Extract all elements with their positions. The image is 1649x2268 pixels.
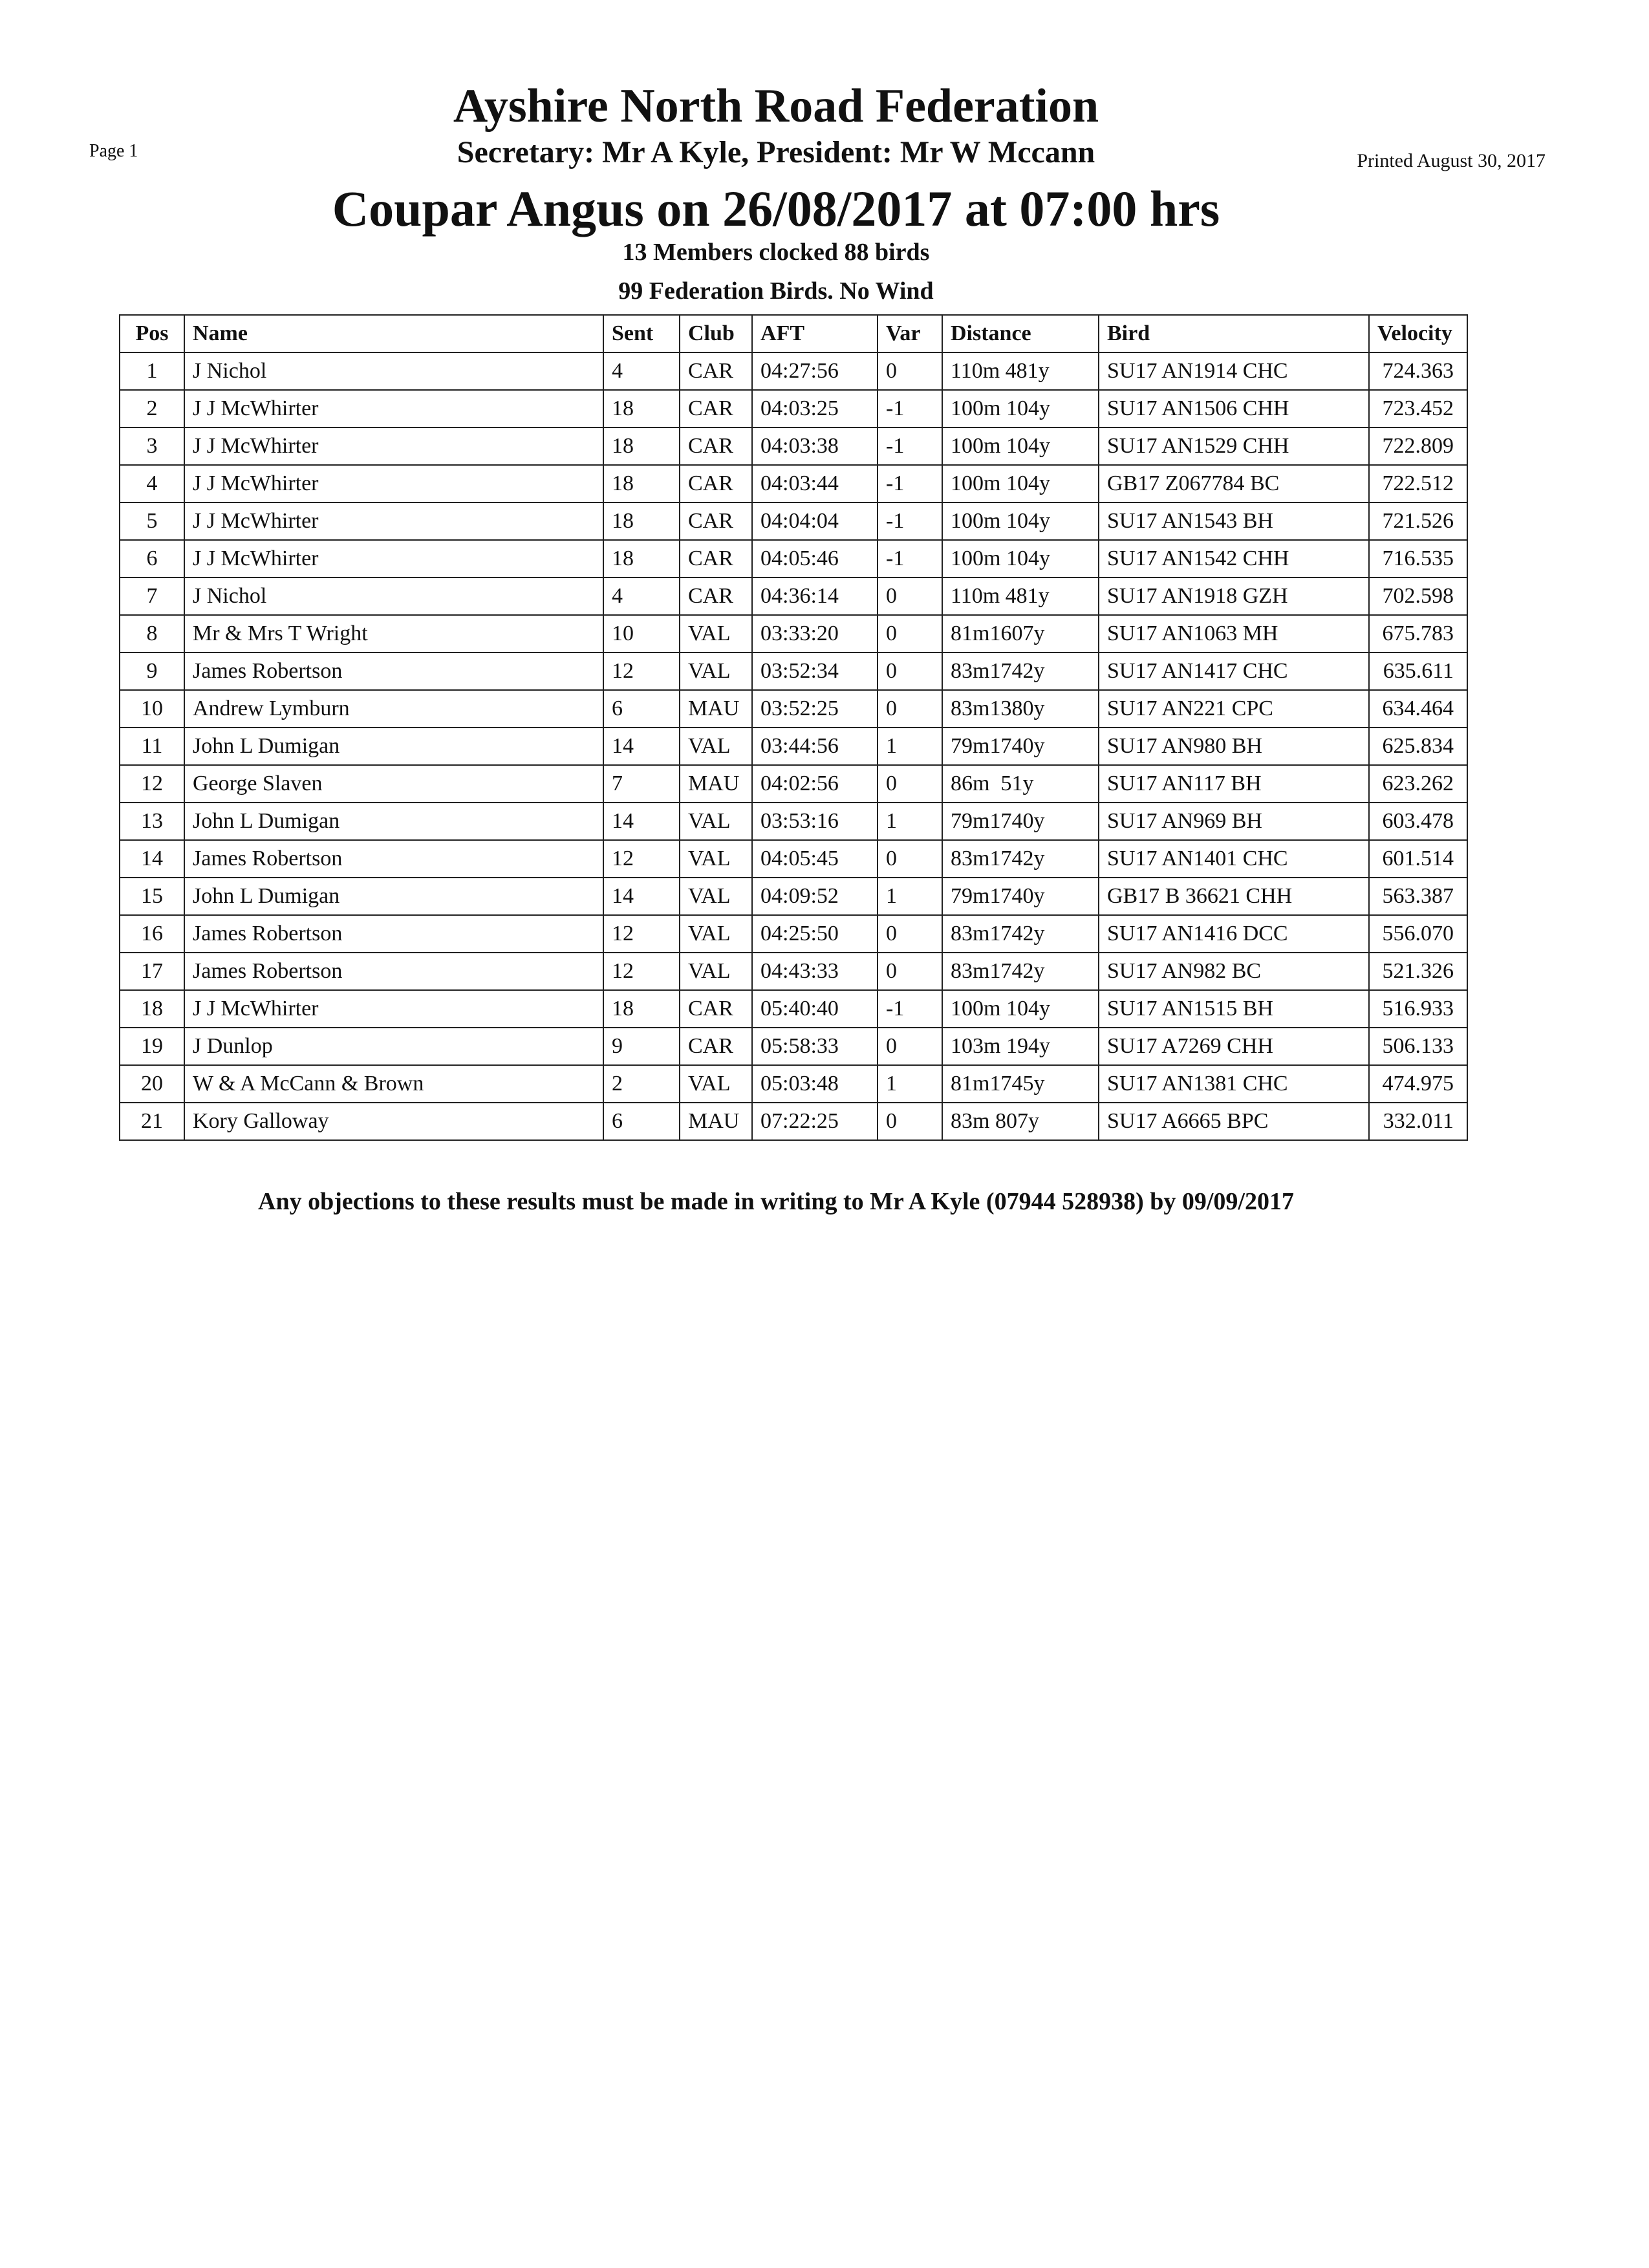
federation-birds: 99 Federation Birds. No Wind	[618, 277, 934, 305]
cell-velocity: 722.512	[1369, 465, 1467, 502]
results-body	[120, 352, 1467, 1140]
cell-sent: 12	[603, 653, 680, 690]
cell-name: John L Dumigan	[184, 728, 603, 765]
cell-aft: 04:09:52	[752, 878, 878, 915]
cell-aft: 03:44:56	[752, 728, 878, 765]
cell-var: 1	[878, 878, 942, 915]
cell-club: VAL	[680, 653, 752, 690]
col-header-velocity: Velocity	[1369, 315, 1467, 352]
cell-bird: SU17 AN980 BH	[1099, 728, 1369, 765]
table-row	[120, 690, 1467, 728]
cell-club: CAR	[680, 540, 752, 578]
cell-aft: 05:40:40	[752, 990, 878, 1028]
cell-bird: SU17 A6665 BPC	[1099, 1103, 1369, 1140]
cell-sent: 12	[603, 953, 680, 990]
cell-name: Andrew Lymburn	[184, 690, 603, 728]
cell-pos: 9	[120, 653, 184, 690]
cell-pos: 4	[120, 465, 184, 502]
cell-club: VAL	[680, 803, 752, 840]
table-row	[120, 1065, 1467, 1103]
cell-var: -1	[878, 540, 942, 578]
cell-aft: 04:03:44	[752, 465, 878, 502]
cell-name: James Robertson	[184, 915, 603, 953]
cell-club: CAR	[680, 578, 752, 615]
cell-distance: 83m 807y	[942, 1103, 1099, 1140]
cell-velocity: 675.783	[1369, 615, 1467, 653]
cell-distance: 83m1380y	[942, 690, 1099, 728]
cell-aft: 03:52:25	[752, 690, 878, 728]
col-header-sent: Sent	[603, 315, 680, 352]
cell-velocity: 716.535	[1369, 540, 1467, 578]
cell-club: VAL	[680, 878, 752, 915]
cell-bird: SU17 AN1063 MH	[1099, 615, 1369, 653]
cell-distance: 100m 104y	[942, 427, 1099, 465]
cell-club: CAR	[680, 502, 752, 540]
cell-distance: 100m 104y	[942, 540, 1099, 578]
cell-sent: 12	[603, 840, 680, 878]
col-header-var: Var	[878, 315, 942, 352]
cell-aft: 04:04:04	[752, 502, 878, 540]
cell-distance: 83m1742y	[942, 840, 1099, 878]
table-row	[120, 765, 1467, 803]
cell-club: VAL	[680, 615, 752, 653]
cell-bird: SU17 AN221 CPC	[1099, 690, 1369, 728]
cell-bird: SU17 AN969 BH	[1099, 803, 1369, 840]
cell-velocity: 721.526	[1369, 502, 1467, 540]
cell-pos: 3	[120, 427, 184, 465]
cell-sent: 6	[603, 1103, 680, 1140]
cell-name: W & A McCann & Brown	[184, 1065, 603, 1103]
cell-pos: 12	[120, 765, 184, 803]
cell-club: MAU	[680, 1103, 752, 1140]
cell-velocity: 722.809	[1369, 427, 1467, 465]
cell-distance: 110m 481y	[942, 578, 1099, 615]
cell-pos: 19	[120, 1028, 184, 1065]
cell-name: John L Dumigan	[184, 878, 603, 915]
cell-var: -1	[878, 465, 942, 502]
cell-name: J Nichol	[184, 578, 603, 615]
cell-var: -1	[878, 390, 942, 427]
table-row	[120, 540, 1467, 578]
cell-sent: 4	[603, 352, 680, 390]
cell-bird: SU17 AN982 BC	[1099, 953, 1369, 990]
cell-aft: 03:33:20	[752, 615, 878, 653]
cell-distance: 79m1740y	[942, 803, 1099, 840]
cell-sent: 14	[603, 803, 680, 840]
col-header-club: Club	[680, 315, 752, 352]
cell-aft: 03:52:34	[752, 653, 878, 690]
cell-sent: 18	[603, 427, 680, 465]
cell-pos: 14	[120, 840, 184, 878]
cell-pos: 17	[120, 953, 184, 990]
cell-var: 1	[878, 1065, 942, 1103]
cell-velocity: 332.011	[1369, 1103, 1467, 1140]
cell-club: CAR	[680, 1028, 752, 1065]
cell-name: J Nichol	[184, 352, 603, 390]
results-table	[119, 314, 1468, 1141]
cell-sent: 12	[603, 915, 680, 953]
cell-pos: 20	[120, 1065, 184, 1103]
cell-var: 0	[878, 1103, 942, 1140]
cell-aft: 04:27:56	[752, 352, 878, 390]
cell-aft: 05:03:48	[752, 1065, 878, 1103]
cell-velocity: 601.514	[1369, 840, 1467, 878]
cell-aft: 04:43:33	[752, 953, 878, 990]
cell-velocity: 603.478	[1369, 803, 1467, 840]
federation-title: Ayshire North Road Federation	[453, 80, 1099, 133]
table-row	[120, 465, 1467, 502]
cell-var: -1	[878, 427, 942, 465]
cell-club: VAL	[680, 1065, 752, 1103]
cell-bird: SU17 AN1416 DCC	[1099, 915, 1369, 953]
cell-sent: 14	[603, 728, 680, 765]
cell-var: 0	[878, 765, 942, 803]
table-row	[120, 728, 1467, 765]
cell-velocity: 521.326	[1369, 953, 1467, 990]
table-row	[120, 803, 1467, 840]
cell-club: CAR	[680, 390, 752, 427]
cell-bird: SU17 AN1543 BH	[1099, 502, 1369, 540]
cell-distance: 100m 104y	[942, 390, 1099, 427]
cell-bird: SU17 A7269 CHH	[1099, 1028, 1369, 1065]
cell-sent: 18	[603, 390, 680, 427]
cell-aft: 05:58:33	[752, 1028, 878, 1065]
cell-bird: SU17 AN1914 CHC	[1099, 352, 1369, 390]
cell-name: J J McWhirter	[184, 427, 603, 465]
cell-velocity: 625.834	[1369, 728, 1467, 765]
cell-aft: 04:05:45	[752, 840, 878, 878]
cell-name: J J McWhirter	[184, 465, 603, 502]
col-header-pos: Pos	[120, 315, 184, 352]
cell-var: -1	[878, 990, 942, 1028]
cell-velocity: 556.070	[1369, 915, 1467, 953]
cell-pos: 1	[120, 352, 184, 390]
cell-aft: 04:02:56	[752, 765, 878, 803]
cell-name: John L Dumigan	[184, 803, 603, 840]
cell-bird: SU17 AN1401 CHC	[1099, 840, 1369, 878]
cell-pos: 16	[120, 915, 184, 953]
cell-sent: 4	[603, 578, 680, 615]
printed-date: Printed August 30, 2017	[1357, 150, 1546, 171]
cell-club: CAR	[680, 990, 752, 1028]
table-row	[120, 615, 1467, 653]
cell-bird: SU17 AN1529 CHH	[1099, 427, 1369, 465]
cell-pos: 18	[120, 990, 184, 1028]
cell-pos: 6	[120, 540, 184, 578]
cell-sent: 18	[603, 465, 680, 502]
cell-club: MAU	[680, 765, 752, 803]
cell-distance: 81m1745y	[942, 1065, 1099, 1103]
cell-name: J J McWhirter	[184, 502, 603, 540]
cell-pos: 15	[120, 878, 184, 915]
cell-distance: 103m 194y	[942, 1028, 1099, 1065]
cell-name: James Robertson	[184, 953, 603, 990]
cell-distance: 100m 104y	[942, 502, 1099, 540]
cell-bird: SU17 AN1381 CHC	[1099, 1065, 1369, 1103]
cell-var: 0	[878, 953, 942, 990]
cell-var: 0	[878, 653, 942, 690]
cell-velocity: 516.933	[1369, 990, 1467, 1028]
cell-name: Kory Galloway	[184, 1103, 603, 1140]
cell-sent: 18	[603, 502, 680, 540]
cell-club: CAR	[680, 352, 752, 390]
cell-bird: SU17 AN1417 CHC	[1099, 653, 1369, 690]
cell-aft: 04:25:50	[752, 915, 878, 953]
cell-var: 0	[878, 915, 942, 953]
cell-distance: 83m1742y	[942, 953, 1099, 990]
officers-line: Secretary: Mr A Kyle, President: Mr W Mccann	[457, 135, 1095, 169]
cell-sent: 7	[603, 765, 680, 803]
cell-bird: SU17 AN1515 BH	[1099, 990, 1369, 1028]
cell-aft: 04:03:25	[752, 390, 878, 427]
cell-name: Mr & Mrs T Wright	[184, 615, 603, 653]
cell-pos: 13	[120, 803, 184, 840]
cell-var: 0	[878, 578, 942, 615]
col-header-aft: AFT	[752, 315, 878, 352]
cell-velocity: 635.611	[1369, 653, 1467, 690]
table-row	[120, 953, 1467, 990]
cell-sent: 9	[603, 1028, 680, 1065]
cell-velocity: 634.464	[1369, 690, 1467, 728]
cell-pos: 11	[120, 728, 184, 765]
cell-velocity: 623.262	[1369, 765, 1467, 803]
table-row	[120, 352, 1467, 390]
cell-sent: 10	[603, 615, 680, 653]
table-row	[120, 878, 1467, 915]
table-row	[120, 390, 1467, 427]
cell-distance: 86m 51y	[942, 765, 1099, 803]
page-number: Page 1	[89, 141, 138, 161]
cell-pos: 5	[120, 502, 184, 540]
cell-distance: 83m1742y	[942, 915, 1099, 953]
cell-name: J J McWhirter	[184, 540, 603, 578]
cell-pos: 10	[120, 690, 184, 728]
cell-pos: 21	[120, 1103, 184, 1140]
members-clocked: 13 Members clocked 88 birds	[622, 239, 930, 266]
cell-bird: SU17 AN1918 GZH	[1099, 578, 1369, 615]
cell-pos: 8	[120, 615, 184, 653]
col-header-bird: Bird	[1099, 315, 1369, 352]
cell-bird: SU17 AN1506 CHH	[1099, 390, 1369, 427]
col-header-name: Name	[184, 315, 603, 352]
cell-distance: 79m1740y	[942, 878, 1099, 915]
cell-distance: 81m1607y	[942, 615, 1099, 653]
cell-distance: 110m 481y	[942, 352, 1099, 390]
cell-name: J J McWhirter	[184, 390, 603, 427]
cell-name: James Robertson	[184, 840, 603, 878]
cell-bird: GB17 Z067784 BC	[1099, 465, 1369, 502]
cell-velocity: 563.387	[1369, 878, 1467, 915]
cell-velocity: 474.975	[1369, 1065, 1467, 1103]
cell-pos: 7	[120, 578, 184, 615]
cell-sent: 18	[603, 540, 680, 578]
cell-pos: 2	[120, 390, 184, 427]
cell-sent: 14	[603, 878, 680, 915]
table-row	[120, 427, 1467, 465]
cell-distance: 79m1740y	[942, 728, 1099, 765]
table-row	[120, 1028, 1467, 1065]
cell-aft: 04:36:14	[752, 578, 878, 615]
table-row	[120, 653, 1467, 690]
cell-velocity: 723.452	[1369, 390, 1467, 427]
cell-name: James Robertson	[184, 653, 603, 690]
cell-club: VAL	[680, 728, 752, 765]
cell-aft: 04:03:38	[752, 427, 878, 465]
cell-bird: SU17 AN117 BH	[1099, 765, 1369, 803]
cell-var: 0	[878, 1028, 942, 1065]
col-header-distance: Distance	[942, 315, 1099, 352]
table-row	[120, 1103, 1467, 1140]
cell-distance: 100m 104y	[942, 990, 1099, 1028]
cell-sent: 18	[603, 990, 680, 1028]
table-row	[120, 578, 1467, 615]
table-row	[120, 990, 1467, 1028]
cell-aft: 07:22:25	[752, 1103, 878, 1140]
cell-bird: GB17 B 36621 CHH	[1099, 878, 1369, 915]
cell-var: 0	[878, 352, 942, 390]
race-title: Coupar Angus on 26/08/2017 at 07:00 hrs	[332, 180, 1220, 237]
cell-club: CAR	[680, 427, 752, 465]
table-row	[120, 840, 1467, 878]
table-row	[120, 502, 1467, 540]
table-header-row	[120, 315, 1467, 352]
cell-club: CAR	[680, 465, 752, 502]
cell-sent: 2	[603, 1065, 680, 1103]
cell-aft: 04:05:46	[752, 540, 878, 578]
table-row	[120, 915, 1467, 953]
cell-velocity: 724.363	[1369, 352, 1467, 390]
cell-name: J J McWhirter	[184, 990, 603, 1028]
cell-var: 1	[878, 803, 942, 840]
cell-sent: 6	[603, 690, 680, 728]
cell-distance: 100m 104y	[942, 465, 1099, 502]
cell-velocity: 506.133	[1369, 1028, 1467, 1065]
cell-velocity: 702.598	[1369, 578, 1467, 615]
cell-club: VAL	[680, 840, 752, 878]
cell-var: 0	[878, 615, 942, 653]
cell-distance: 83m1742y	[942, 653, 1099, 690]
cell-club: VAL	[680, 953, 752, 990]
cell-aft: 03:53:16	[752, 803, 878, 840]
cell-club: VAL	[680, 915, 752, 953]
cell-var: 1	[878, 728, 942, 765]
objection-note: Any objections to these results must be made in writing to Mr A Kyle (07944 528938) by 09/09/2017	[258, 1188, 1294, 1215]
cell-name: George Slaven	[184, 765, 603, 803]
cell-bird: SU17 AN1542 CHH	[1099, 540, 1369, 578]
cell-var: -1	[878, 502, 942, 540]
cell-club: MAU	[680, 690, 752, 728]
cell-var: 0	[878, 690, 942, 728]
cell-name: J Dunlop	[184, 1028, 603, 1065]
cell-var: 0	[878, 840, 942, 878]
